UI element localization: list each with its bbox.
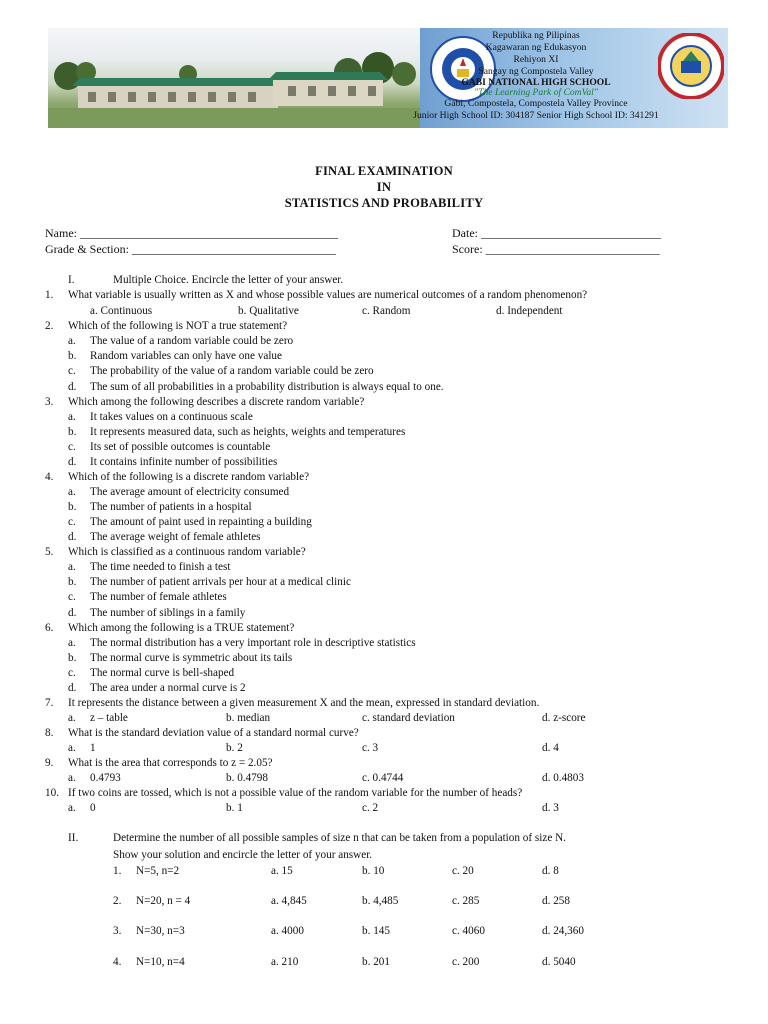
option[interactable]: b. median — [226, 712, 271, 724]
option-letter: b. — [68, 350, 77, 362]
option-letter: c. — [68, 667, 76, 679]
question-text: Which is classified as a continuous random variable? — [68, 546, 306, 558]
exam-title-line1: FINAL EXAMINATION — [315, 164, 453, 178]
option[interactable]: d. Independent — [496, 305, 563, 317]
option-letter: a. — [68, 802, 76, 814]
option[interactable]: It represents measured data, such as heights, weights and temperatures — [90, 426, 406, 438]
part2-numeral: II. — [68, 832, 79, 844]
exam-title-line3: STATISTICS AND PROBABILITY — [284, 196, 484, 210]
question-text: If two coins are tossed, which is not a possible value of the random variable for the number of heads? — [68, 787, 523, 799]
question-number: 1. — [45, 289, 54, 301]
option[interactable]: 0.4793 — [90, 772, 121, 784]
option[interactable]: c. 285 — [452, 895, 480, 907]
option-letter: a. — [68, 335, 76, 347]
option[interactable]: The probability of the value of a random variable could be zero — [90, 365, 374, 377]
school-building-illustration — [48, 28, 420, 128]
option[interactable]: 1 — [90, 742, 96, 754]
option[interactable]: The average amount of electricity consumed — [90, 486, 290, 498]
item-question: N=5, n=2 — [136, 865, 180, 877]
option[interactable]: a. 15 — [271, 865, 293, 877]
option[interactable]: c. 20 — [452, 865, 474, 877]
exam-title-line2: IN — [376, 180, 392, 194]
question-text: It represents the distance between a given measurement X and the mean, expressed in standard deviation. — [68, 697, 540, 709]
question-text: Which of the following is a discrete random variable? — [68, 471, 310, 483]
header-republic: Republika ng Pilipinas — [492, 30, 580, 41]
option[interactable]: a. 210 — [271, 956, 299, 968]
option-letter: b. — [68, 576, 77, 588]
option[interactable]: The sum of all probabilities in a probability distribution is always equal to one. — [90, 381, 444, 393]
option[interactable]: d. 4 — [542, 742, 559, 754]
option[interactable]: c. 3 — [362, 742, 379, 754]
option[interactable]: c. standard deviation — [362, 712, 455, 724]
question-number: 9. — [45, 757, 54, 769]
option[interactable]: Its set of possible outcomes is countable — [90, 441, 271, 453]
item-number: 4. — [113, 956, 122, 968]
option[interactable]: b. 1 — [226, 802, 243, 814]
option[interactable]: d. 3 — [542, 802, 559, 814]
question-text: What is the standard deviation value of a standard normal curve? — [68, 727, 359, 739]
option[interactable]: a. Continuous — [90, 305, 153, 317]
score-field[interactable]: Score: _____________________________ — [452, 242, 660, 256]
option-letter: b. — [68, 501, 77, 513]
option[interactable]: The time needed to finish a test — [90, 561, 231, 573]
option-letter: a. — [68, 637, 76, 649]
option[interactable]: d. z-score — [542, 712, 586, 724]
header-school-name: GABI NATIONAL HIGH SCHOOL — [461, 77, 611, 88]
option[interactable]: The number of siblings in a family — [90, 607, 246, 619]
option[interactable]: d. 24,360 — [542, 925, 584, 937]
question-number: 8. — [45, 727, 54, 739]
option[interactable]: c. 0.4744 — [362, 772, 404, 784]
option[interactable]: d. 0.4803 — [542, 772, 584, 784]
question-text: What is the area that corresponds to z = 2.05? — [68, 757, 273, 769]
option[interactable]: The number of female athletes — [90, 591, 227, 603]
option[interactable]: b. Qualitative — [238, 305, 299, 317]
item-question: N=30, n=3 — [136, 925, 185, 937]
option-letter: c. — [68, 516, 76, 528]
question-number: 2. — [45, 320, 54, 332]
question-number: 6. — [45, 622, 54, 634]
option[interactable]: The number of patient arrivals per hour at a medical clinic — [90, 576, 351, 588]
option-letter: d. — [68, 381, 77, 393]
option[interactable]: The normal distribution has a very important role in descriptive statistics — [90, 637, 416, 649]
item-number: 1. — [113, 865, 122, 877]
header-region: Rehiyon XI — [513, 54, 559, 65]
question-number: 4. — [45, 471, 54, 483]
option[interactable]: 0 — [90, 802, 96, 814]
header-division: Sangay ng Compostela Valley — [478, 66, 594, 77]
option-letter: d. — [68, 456, 77, 468]
option[interactable]: The average weight of female athletes — [90, 531, 261, 543]
question-text: Which among the following describes a discrete random variable? — [68, 396, 365, 408]
question-text: Which among the following is a TRUE statement? — [68, 622, 295, 634]
option[interactable]: b. 10 — [362, 865, 385, 877]
question-number: 5. — [45, 546, 54, 558]
option[interactable]: The area under a normal curve is 2 — [90, 682, 246, 694]
date-field[interactable]: Date: ______________________________ — [452, 226, 661, 240]
option[interactable]: z – table — [90, 712, 128, 724]
option-letter: a. — [68, 712, 76, 724]
option[interactable]: c. 200 — [452, 956, 480, 968]
option-letter: a. — [68, 772, 76, 784]
option-letter: c. — [68, 591, 76, 603]
part2-instruction-continued: Show your solution and encircle the letter of your answer. — [113, 849, 373, 861]
option-letter: a. — [68, 742, 76, 754]
option[interactable]: d. 258 — [542, 895, 570, 907]
name-field[interactable]: Name: ___________________________________________ — [45, 226, 338, 240]
option[interactable]: b. 0.4798 — [226, 772, 268, 784]
option[interactable]: c. 4060 — [452, 925, 485, 937]
item-question: N=20, n = 4 — [136, 895, 191, 907]
option[interactable]: It contains infinite number of possibilities — [90, 456, 278, 468]
option-letter: b. — [68, 652, 77, 664]
option-letter: c. — [68, 441, 76, 453]
option[interactable]: a. 4000 — [271, 925, 304, 937]
question-text: What variable is usually written as X and whose possible values are numerical outcomes of a random phenomenon? — [68, 289, 588, 301]
option[interactable]: The normal curve is bell-shaped — [90, 667, 235, 679]
item-number: 3. — [113, 925, 122, 937]
question-number: 3. — [45, 396, 54, 408]
question-text: Which of the following is NOT a true statement? — [68, 320, 288, 332]
option[interactable]: c. 2 — [362, 802, 379, 814]
option[interactable]: It takes values on a continuous scale — [90, 411, 253, 423]
question-number: 7. — [45, 697, 54, 709]
option-letter: a. — [68, 411, 76, 423]
option-letter: d. — [68, 607, 77, 619]
item-number: 2. — [113, 895, 122, 907]
option[interactable]: c. Random — [362, 305, 411, 317]
part2-instruction: Determine the number of all possible samples of size n that can be taken from a population of size N. — [113, 832, 566, 844]
option[interactable]: b. 2 — [226, 742, 243, 754]
option[interactable]: d. 8 — [542, 865, 559, 877]
header-department: Kagawaran ng Edukasyon — [485, 42, 587, 53]
grade-section-field[interactable]: Grade & Section: __________________________________ — [45, 242, 336, 256]
part1-instruction: Multiple Choice. Encircle the letter of your answer. — [113, 274, 344, 286]
option-letter: d. — [68, 531, 77, 543]
option[interactable]: a. 4,845 — [271, 895, 307, 907]
option[interactable]: b. 4,485 — [362, 895, 399, 907]
header-school-ids: Junior High School ID: 304187 Senior High School ID: 341291 — [413, 110, 659, 121]
header-address: Gabi, Compostela, Compostela Valley Province — [444, 98, 628, 109]
option[interactable]: Random variables can only have one value — [90, 350, 282, 362]
option[interactable]: The number of patients in a hospital — [90, 501, 252, 513]
part1-numeral: I. — [68, 274, 75, 286]
option[interactable]: d. 5040 — [542, 956, 576, 968]
option[interactable]: The normal curve is symmetric about its tails — [90, 652, 293, 664]
option[interactable]: The amount of paint used in repainting a building — [90, 516, 312, 528]
option[interactable]: b. 201 — [362, 956, 390, 968]
question-number: 10. — [45, 787, 59, 799]
header-motto: "The Learning Park of ComVal" — [474, 87, 598, 98]
option-letter: a. — [68, 561, 76, 573]
option[interactable]: b. 145 — [362, 925, 390, 937]
option-letter: c. — [68, 365, 76, 377]
option-letter: a. — [68, 486, 76, 498]
option-letter: b. — [68, 426, 77, 438]
option[interactable]: The value of a random variable could be zero — [90, 335, 294, 347]
option-letter: d. — [68, 682, 77, 694]
school-building-photo — [48, 28, 420, 128]
item-question: N=10, n=4 — [136, 956, 185, 968]
